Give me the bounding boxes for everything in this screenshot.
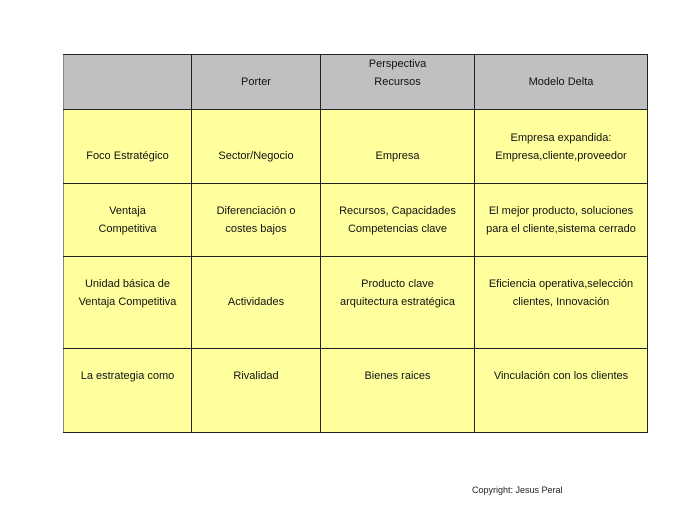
table-row bbox=[64, 184, 648, 257]
header-label: Porter bbox=[241, 76, 271, 88]
table-cell: Empresa expandida: Empresa,cliente,proveedor bbox=[475, 110, 648, 184]
header-row bbox=[64, 55, 648, 110]
row-label: Unidad básica de Ventaja Competitiva bbox=[64, 257, 192, 349]
table-cell: Vinculación con los clientes bbox=[475, 349, 648, 433]
table-cell: Recursos, Capacidades Competencias clave bbox=[321, 184, 475, 257]
table-cell: Eficiencia operativa,selección clientes, Innovación bbox=[475, 257, 648, 349]
comparison-table bbox=[63, 54, 648, 433]
table-cell: Sector/Negocio bbox=[192, 110, 321, 184]
table-cell: Actividades bbox=[192, 257, 321, 349]
table-cell: Diferenciación o costes bajos bbox=[192, 184, 321, 257]
table-cell: Bienes raices bbox=[321, 349, 475, 433]
copyright-text: Copyright: Jesus Peral bbox=[472, 485, 563, 495]
table-row bbox=[64, 110, 648, 184]
table-cell: Producto clave arquitectura estratégica bbox=[321, 257, 475, 349]
table-row bbox=[64, 257, 648, 349]
table-row bbox=[64, 349, 648, 433]
header-cell-perspectiva-recursos bbox=[321, 55, 475, 110]
row-label: La estrategia como bbox=[64, 349, 192, 433]
header-cell-porter bbox=[192, 55, 321, 110]
table-cell: Empresa bbox=[321, 110, 475, 184]
table-cell: El mejor producto, soluciones para el cliente,sistema cerrado bbox=[475, 184, 648, 257]
row-label: Ventaja Competitiva bbox=[64, 184, 192, 257]
header-cell-modelo-delta bbox=[475, 55, 648, 110]
header-label: Modelo Delta bbox=[528, 76, 594, 88]
row-label: Foco Estratégico bbox=[64, 110, 192, 184]
header-cell-empty bbox=[64, 55, 192, 110]
table-cell: Rivalidad bbox=[192, 349, 321, 433]
header-label: Perspectiva Recursos bbox=[368, 58, 427, 88]
